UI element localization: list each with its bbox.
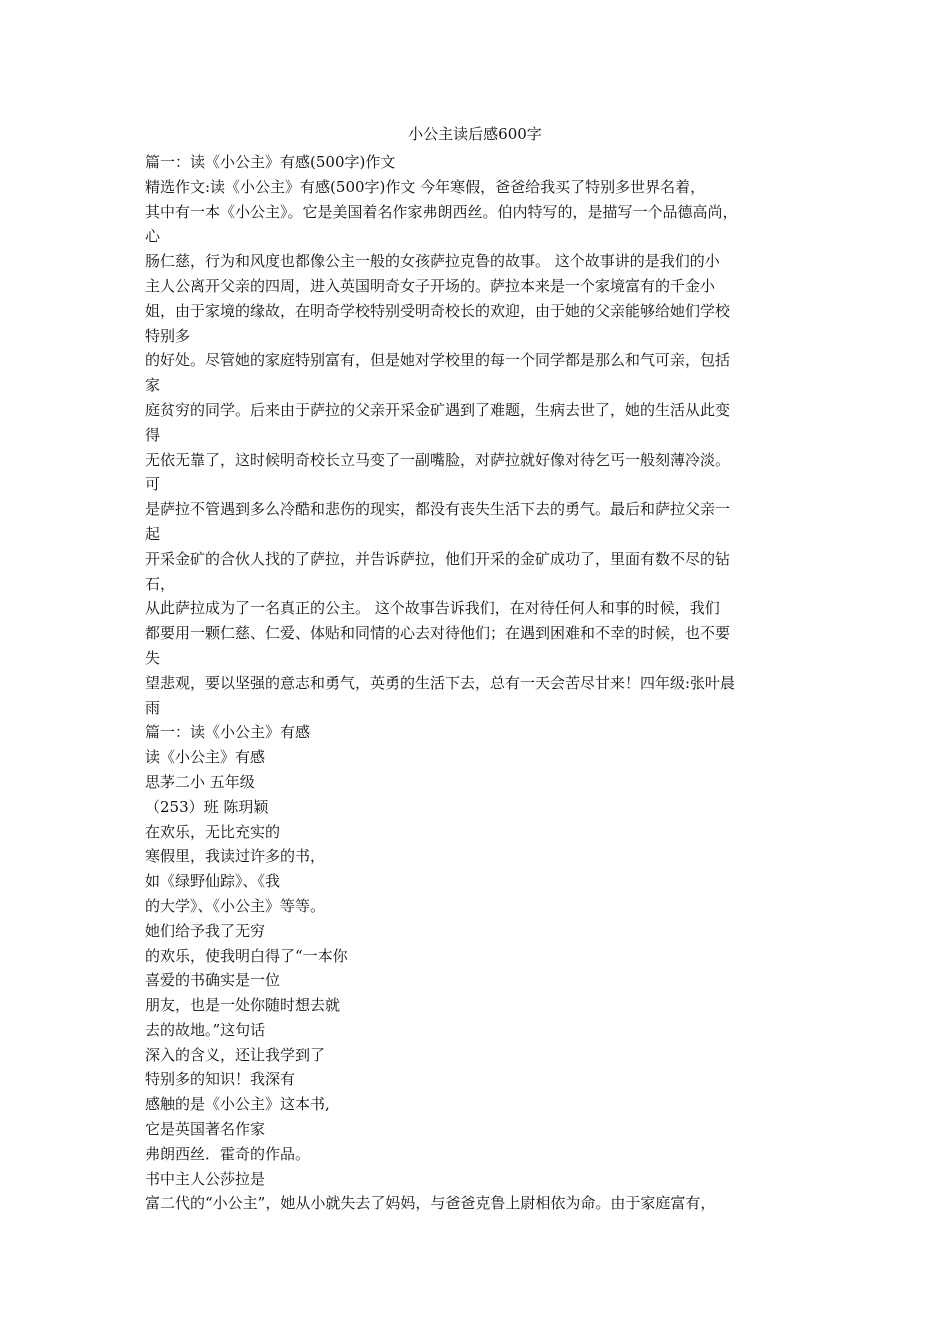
text-line: 主人公离开父亲的四周，进入英国明奇女子开场的。萨拉本来是一个家境富有的千金小	[145, 276, 716, 295]
text-line: 如《绿野仙踪》、《我	[145, 872, 281, 891]
text-line: 失	[145, 648, 161, 667]
text-line: 精选作文:读《小公主》有感(500字)作文 今年寒假，爸爸给我买了特别多世界名着，	[145, 177, 706, 196]
text-line: 心	[145, 227, 161, 246]
document-body	[145, 150, 820, 1216]
text-line: 无依无靠了，这时候明奇校长立马变了一副嘴脸，对萨拉就好像对待乞丐一般刻薄冷淡。	[145, 450, 731, 469]
text-line: 去的故地。”这句话	[145, 1020, 266, 1039]
text-line: 书中主人公莎拉是	[145, 1169, 266, 1188]
text-line: 从此萨拉成为了一名真正的公主。 这个故事告诉我们，在对待任何人和事的时候，我们	[145, 599, 720, 618]
text-line: 姐，由于家境的缘故，在明奇学校特别受明奇校长的欢迎，由于她的父亲能够给她们学校	[145, 301, 731, 320]
text-line: 是萨拉不管遇到多么冷酷和悲伤的现实，都没有丧失生活下去的勇气。最后和萨拉父亲一	[145, 500, 731, 519]
text-line: 望悲观，要以坚强的意志和勇气，英勇的生活下去，总有一天会苦尽甘来！四年级:张叶晨	[145, 673, 736, 692]
text-line: 篇一：读《小公主》有感(500字)作文	[145, 153, 396, 171]
text-line: 石，	[145, 574, 176, 593]
text-line: 读《小公主》有感	[145, 748, 266, 767]
text-line: 感触的是《小公主》这本书,	[145, 1095, 330, 1114]
text-line: 其中有一本《小公主》。它是美国着名作家弗朗西丝。伯内特写的，是描写一个品德高尚，	[145, 202, 738, 221]
text-line: 庭贫穷的同学。后来由于萨拉的父亲开采金矿遇到了难题，生病去世了，她的生活从此变	[145, 400, 731, 419]
text-line: 家	[145, 376, 161, 395]
text-line: 肠仁慈，行为和风度也都像公主一般的女孩萨拉克鲁的故事。 这个故事讲的是我们的小	[145, 252, 720, 271]
text-line: 的欢乐，使我明白得了“一本你	[145, 946, 348, 965]
text-line: 得	[145, 425, 161, 444]
text-line: 特别多	[145, 326, 191, 345]
text-line: 它是英国著名作家	[145, 1120, 266, 1139]
text-line: 特别多的知识！我深有	[145, 1070, 296, 1089]
text-line: 开采金矿的合伙人找的了萨拉，并告诉萨拉，他们开采的金矿成功了，里面有数不尽的钻	[145, 549, 731, 568]
text-line: 富二代的“小公主”，她从小就失去了妈妈，与爸爸克鲁上尉相依为命。由于家庭富有，	[145, 1194, 716, 1213]
text-line: 雨	[145, 698, 161, 717]
text-line: 寒假里，我读过许多的书，	[145, 847, 326, 866]
text-line: 都要用一颗仁慈、仁爱、体贴和同情的心去对待他们；在遇到困难和不幸的时候，也不要	[145, 624, 731, 643]
text-line: 可	[145, 475, 161, 494]
text-line: 的大学》、《小公主》等等。	[145, 896, 326, 915]
text-line: （253）班 陈玥颖	[145, 797, 269, 816]
text-line: 篇一：读《小公主》有感	[145, 723, 311, 742]
text-line: 深入的含义，还让我学到了	[145, 1045, 326, 1064]
text-line: 在欢乐，无比充实的	[145, 822, 281, 841]
text-line: 弗朗西丝．霍奇的作品。	[145, 1144, 311, 1163]
document-title: 小公主读后感600字	[408, 125, 542, 143]
text-line: 喜爱的书确实是一位	[145, 971, 281, 990]
text-line: 她们给予我了无穷	[145, 921, 266, 940]
text-line: 的好处。尽管她的家庭特别富有，但是她对学校里的每一个同学都是那么和气可亲，包括	[145, 351, 731, 370]
text-line: 起	[145, 524, 161, 543]
text-line: 朋友，也是一处你随时想去就	[145, 996, 341, 1015]
text-line: 思茅二小 五年级	[145, 772, 255, 791]
